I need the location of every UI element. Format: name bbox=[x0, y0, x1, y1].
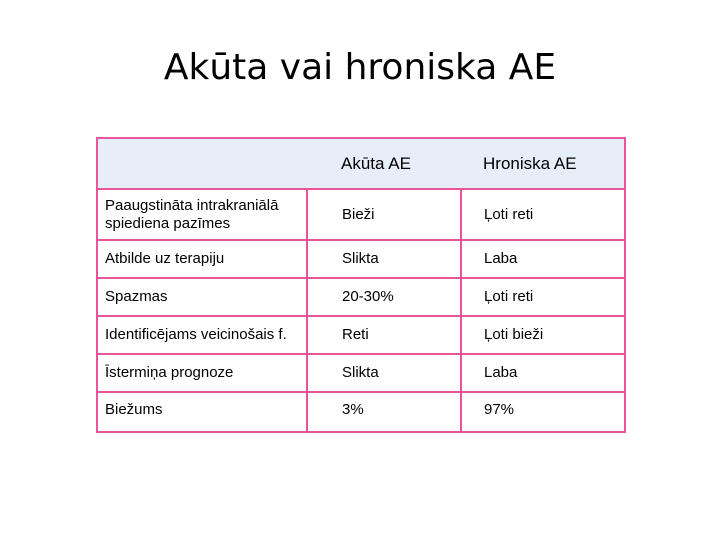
row-label: Īstermiņa prognoze bbox=[97, 354, 307, 392]
row-acute-value: Slikta bbox=[307, 240, 461, 278]
row-acute-value: 20-30% bbox=[307, 278, 461, 316]
header-acute: Akūta AE bbox=[307, 138, 461, 189]
row-acute-value: Slikta bbox=[307, 354, 461, 392]
table-row bbox=[97, 316, 625, 354]
row-chronic-value: Laba bbox=[461, 354, 625, 392]
row-label: Identificējams veicinošais f. bbox=[97, 316, 307, 354]
row-chronic-value: Ļoti reti bbox=[461, 278, 625, 316]
row-chronic-value: Ļoti bieži bbox=[461, 316, 625, 354]
table-header-row bbox=[97, 138, 625, 189]
table-row bbox=[97, 354, 625, 392]
table-row bbox=[97, 278, 625, 316]
header-empty-cell bbox=[97, 138, 307, 189]
row-label: Biežums bbox=[97, 392, 307, 432]
row-label: Spazmas bbox=[97, 278, 307, 316]
row-chronic-value: Ļoti reti bbox=[461, 189, 625, 240]
row-label: Paaugstināta intrakraniālā spiediena pazīmes bbox=[97, 189, 307, 240]
slide-title: Akūta vai hroniska AE bbox=[163, 47, 557, 88]
row-acute-value: Bieži bbox=[307, 189, 461, 240]
table-row bbox=[97, 240, 625, 278]
table-row bbox=[97, 189, 625, 240]
header-chronic: Hroniska AE bbox=[461, 138, 625, 189]
row-acute-value: Reti bbox=[307, 316, 461, 354]
row-acute-value: 3% bbox=[307, 392, 461, 432]
comparison-table bbox=[96, 137, 626, 433]
row-chronic-value: 97% bbox=[461, 392, 625, 432]
table-row bbox=[97, 392, 625, 432]
row-chronic-value: Laba bbox=[461, 240, 625, 278]
row-label: Atbilde uz terapiju bbox=[97, 240, 307, 278]
